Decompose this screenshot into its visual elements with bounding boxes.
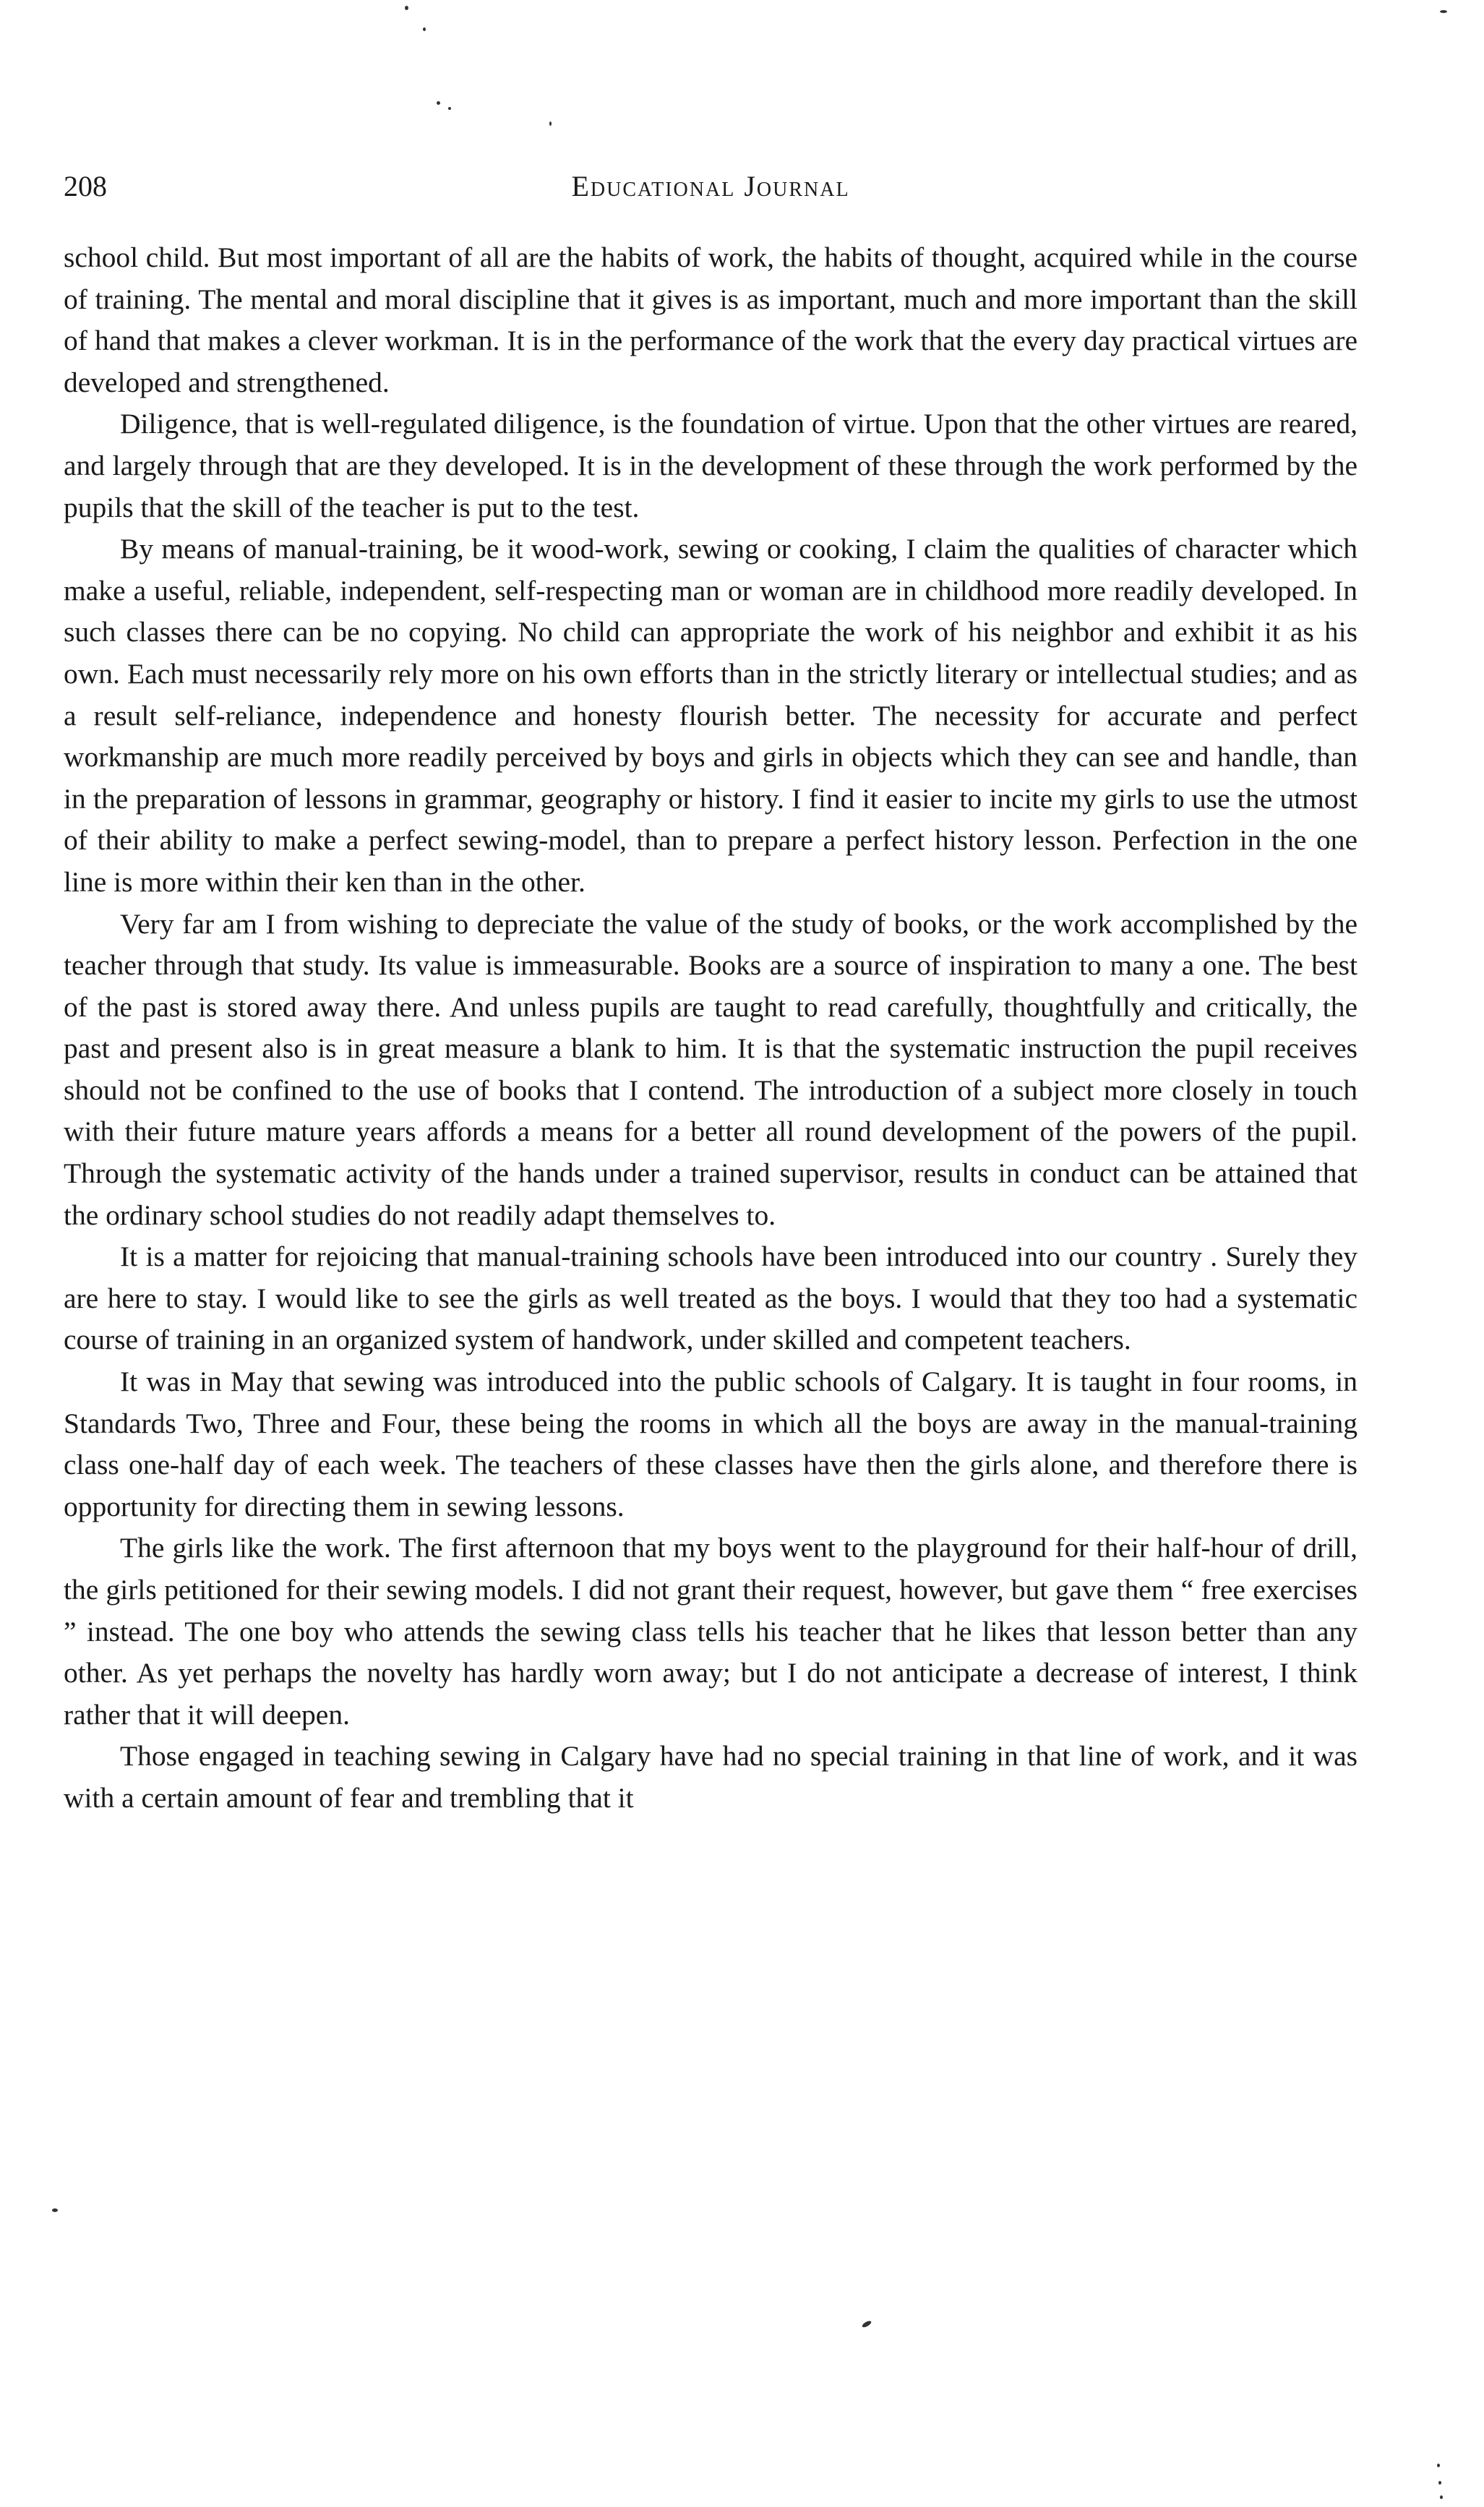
scan-speck <box>437 101 440 105</box>
paragraph: school child. But most important of all are the habits of work, the habits of thought, acquired while in the course of training. The mental and moral discipline that it gives is as important, much and more important than the skill of hand that makes a clever workman. It is in the performance of the work that the every day practical virtues are developed and strengthened. <box>64 241 1358 398</box>
paragraph: By means of manual-training, be it wood-work, sewing or cooking, I claim the qualities of character which make a useful, reliable, independent, self-respecting man or woman are in childhood more readily developed. In such classes there can be no copying. No child can appropriate the work of his neighbor and exhibit it as his own. Each must necessarily rely more on his own efforts than in the strictly literary or intellectual studies; and as a result self-reliance, independence and honesty flourish better. The necessity for accurate and perfect workmanship are much more readily perceived by boys and girls in objects which they can see and handle, than in the preparation of lessons in grammar, geography or history. I find it easier to incite my girls to use the utmost of their ability to make a perfect sewing-model, than to prepare a perfect history lesson. Perfection in the one line is more within their ken than in the other. <box>64 533 1358 898</box>
paragraph: It was in May that sewing was introduced into the public schools of Calgary. It is taught in four rooms, in Standards Two, Three and Four, these being the rooms in which all the boys are away in the manual-training class one-half day of each week. The teachers of these classes have then the girls alone, and therefore there is opportunity for directing them in sewing lessons. <box>64 1366 1358 1522</box>
scan-speck <box>549 121 552 126</box>
paragraph: It is a matter for rejoicing that manual-training schools have been introduced into our country . Surely they are here to stay. I would like to see the girls as well treated as the boys. I would that they too had a systematic course of training in an organized system of handwork, under skilled and competent teachers. <box>64 1240 1358 1356</box>
scan-speck <box>405 6 408 10</box>
paragraph: Very far am I from wishing to depreciate the value of the study of books, or the work accomplished by the teacher through that study. Its value is immeasurable. Books are a source of inspiration to many a one. The best of the past is stored away there. And unless pupils are taught to read carefully, thoughtfully and critically, the past and present also is in great measure a blank to him. It is that the systematic instruction the pupil receives should not be confined to the use of books that I contend. The introduction of a subject more closely in touch with their future mature years affords a means for a better all round development of the powers of the pupil. Through the systematic activity of the hands under a trained supervisor, results in conduct can be attained that the ordinary school studies do not readily adapt themselves to. <box>64 907 1358 1231</box>
scan-speck <box>1437 2464 1440 2467</box>
paragraph: Diligence, that is well-regulated diligence, is the foundation of virtue. Upon that the other virtues are reared, and largely through that are they developed. It is in the development of these through the work performed by the pupils that the skill of the teacher is put to the test. <box>64 408 1358 523</box>
scan-speck <box>861 2320 872 2328</box>
scan-speck <box>448 107 451 110</box>
scan-speck <box>1438 2481 1441 2485</box>
paragraph: The girls like the work. The first afternoon that my boys went to the playground for their half-hour of drill, the girls petitioned for their sewing models. I did not grant their request, however, but gave them “ free exercises ” instead. The one boy who attends the sewing class tells his teacher that he likes that lesson better than any other. As yet perhaps the novelty has hardly worn away; but I do not anticipate a decrease of interest, I think rather that it will deepen. <box>64 1532 1358 1731</box>
paragraph: Those engaged in teaching sewing in Calgary have had no special training in that line of work, and it was with a certain amount of fear and trembling that it <box>64 1740 1358 1814</box>
running-head <box>64 165 1358 208</box>
scan-speck <box>1440 10 1447 13</box>
journal-title: Educational Journal <box>571 170 850 202</box>
page-number: 208 <box>64 170 107 202</box>
scan-speck <box>423 27 426 31</box>
scan-speck <box>52 2208 58 2212</box>
scan-speck <box>1440 2495 1443 2499</box>
article-body <box>64 237 1358 1820</box>
